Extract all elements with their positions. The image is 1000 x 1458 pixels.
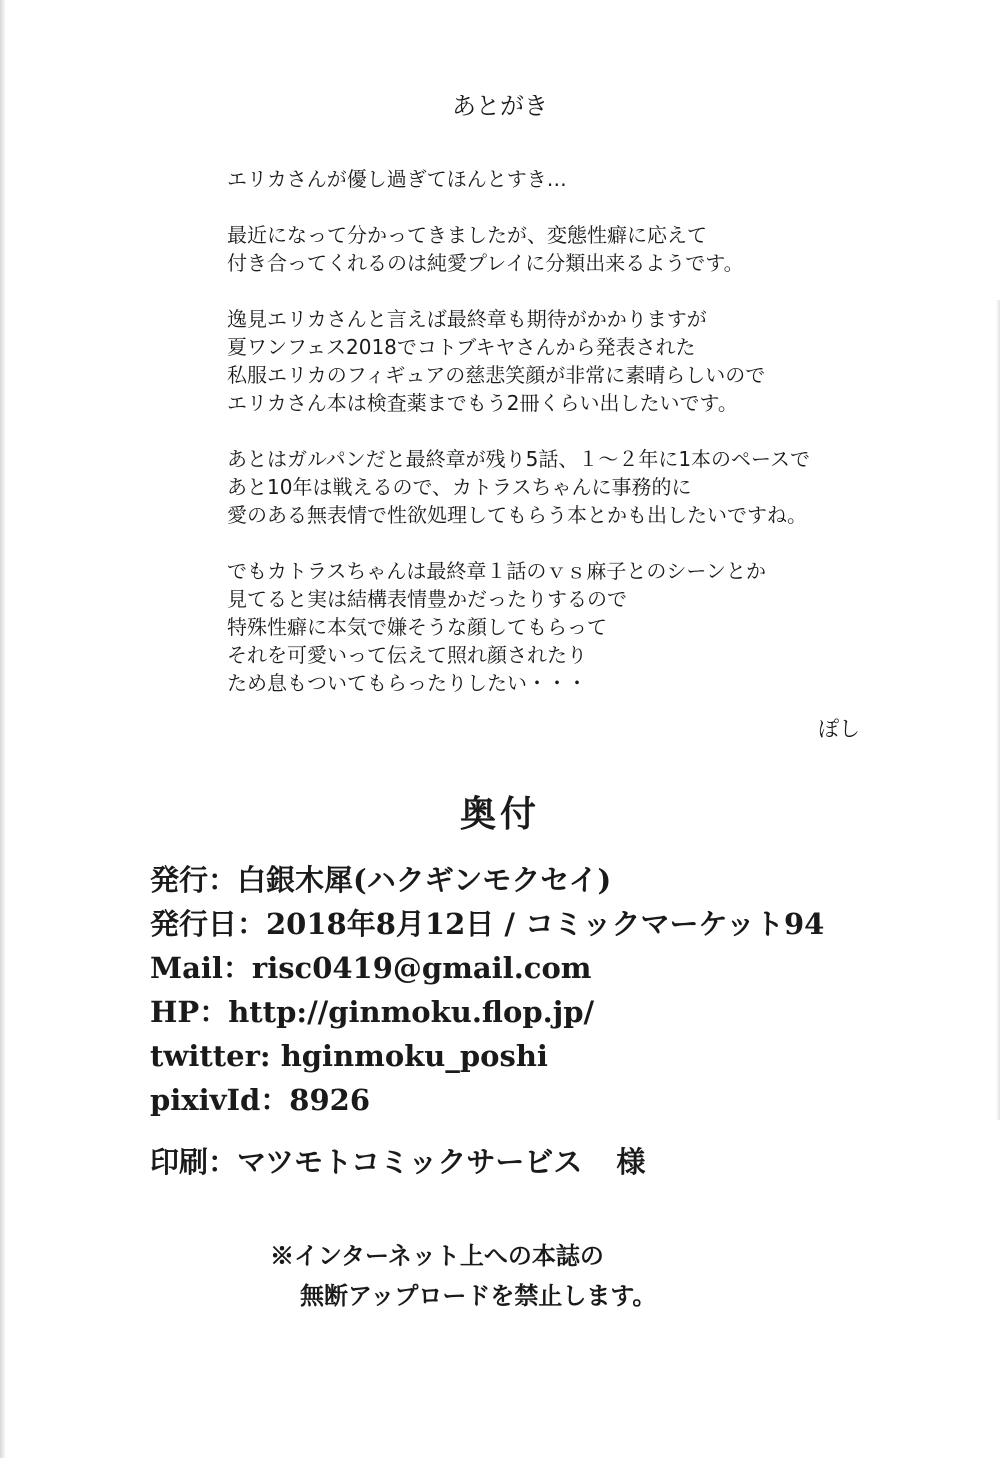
notice-line-2: 無断アップロードを禁止します。 (300, 1281, 657, 1310)
upload-notice (270, 1236, 656, 1316)
afterword-paragraph (227, 445, 887, 529)
afterword-line: あとはガルパンだと最終章が残り5話、１～２年に1本のペースで (227, 447, 811, 471)
homepage-line: HP：http://ginmoku.flop.jp/ (150, 995, 595, 1029)
afterword-title: あとがき (452, 92, 548, 120)
afterword-line: あと10年は戦えるので、カトラスちゃんに事務的に (227, 475, 692, 499)
afterword-line: ため息もついてもらったりしたい・・・ (227, 671, 587, 695)
afterword-paragraph (227, 557, 887, 697)
afterword-line: エリカさんが優し過ぎてほんとすき… (227, 167, 567, 191)
colophon-title: 奥付 (459, 793, 540, 835)
author-signature: ぽし (818, 717, 860, 741)
mail-line: Mail：risc0419@gmail.com (150, 951, 592, 985)
page-edge-shadow-right (996, 300, 1000, 1120)
afterword-line: 特殊性癖に本気で嫌そうな顔してもらって (227, 615, 607, 639)
afterword-line: 私服エリカのフィギュアの慈悲笑顔が非常に素晴らしいので (227, 363, 766, 387)
afterword-line: エリカさん本は検査薬までもう2冊くらい出したいです。 (227, 391, 738, 415)
afterword-line: 付き合ってくれるのは純愛プレイに分類出来るようです。 (227, 251, 744, 275)
afterword-line: 見てると実は結構表情豊かだったりするので (227, 587, 627, 611)
afterword-line: 最近になって分かってきましたが、変態性癖に応えて (227, 223, 707, 247)
page-edge-shadow-left (0, 0, 6, 1458)
notice-line-1: ※インターネット上への本誌の (270, 1241, 604, 1270)
afterword-line: それを可愛いって伝えて照れ顔されたり (227, 643, 587, 667)
colophon-details (150, 858, 970, 1122)
afterword-line: 逸見エリカさんと言えば最終章も期待がかかりますが (227, 307, 707, 331)
publication-date-line: 発行日：2018年8月12日 / コミックマーケット94 (150, 907, 825, 941)
afterword-line: 愛のある無表情で性欲処理してもらう本とかも出したいですね。 (227, 503, 807, 527)
afterword-line: 夏ワンフェス2018でコトブキヤさんから発表された (227, 335, 696, 359)
printer-name: 印刷：マツモトコミックサービス (150, 1145, 583, 1179)
printer-line (150, 1140, 645, 1184)
afterword-paragraph (227, 305, 887, 417)
afterword-paragraph (227, 221, 887, 277)
twitter-line: twitter: hginmoku_poshi (150, 1039, 548, 1073)
afterword-line: でもカトラスちゃんは最終章１話のｖｓ麻子とのシーンとか (227, 559, 766, 583)
publisher-line: 発行：白銀木犀(ハクギンモクセイ) (150, 863, 612, 897)
pixiv-line: pixivId：8926 (150, 1083, 371, 1117)
afterword-body (227, 165, 887, 697)
afterword-paragraph (227, 165, 887, 193)
printer-honorific: 様 (616, 1145, 646, 1179)
